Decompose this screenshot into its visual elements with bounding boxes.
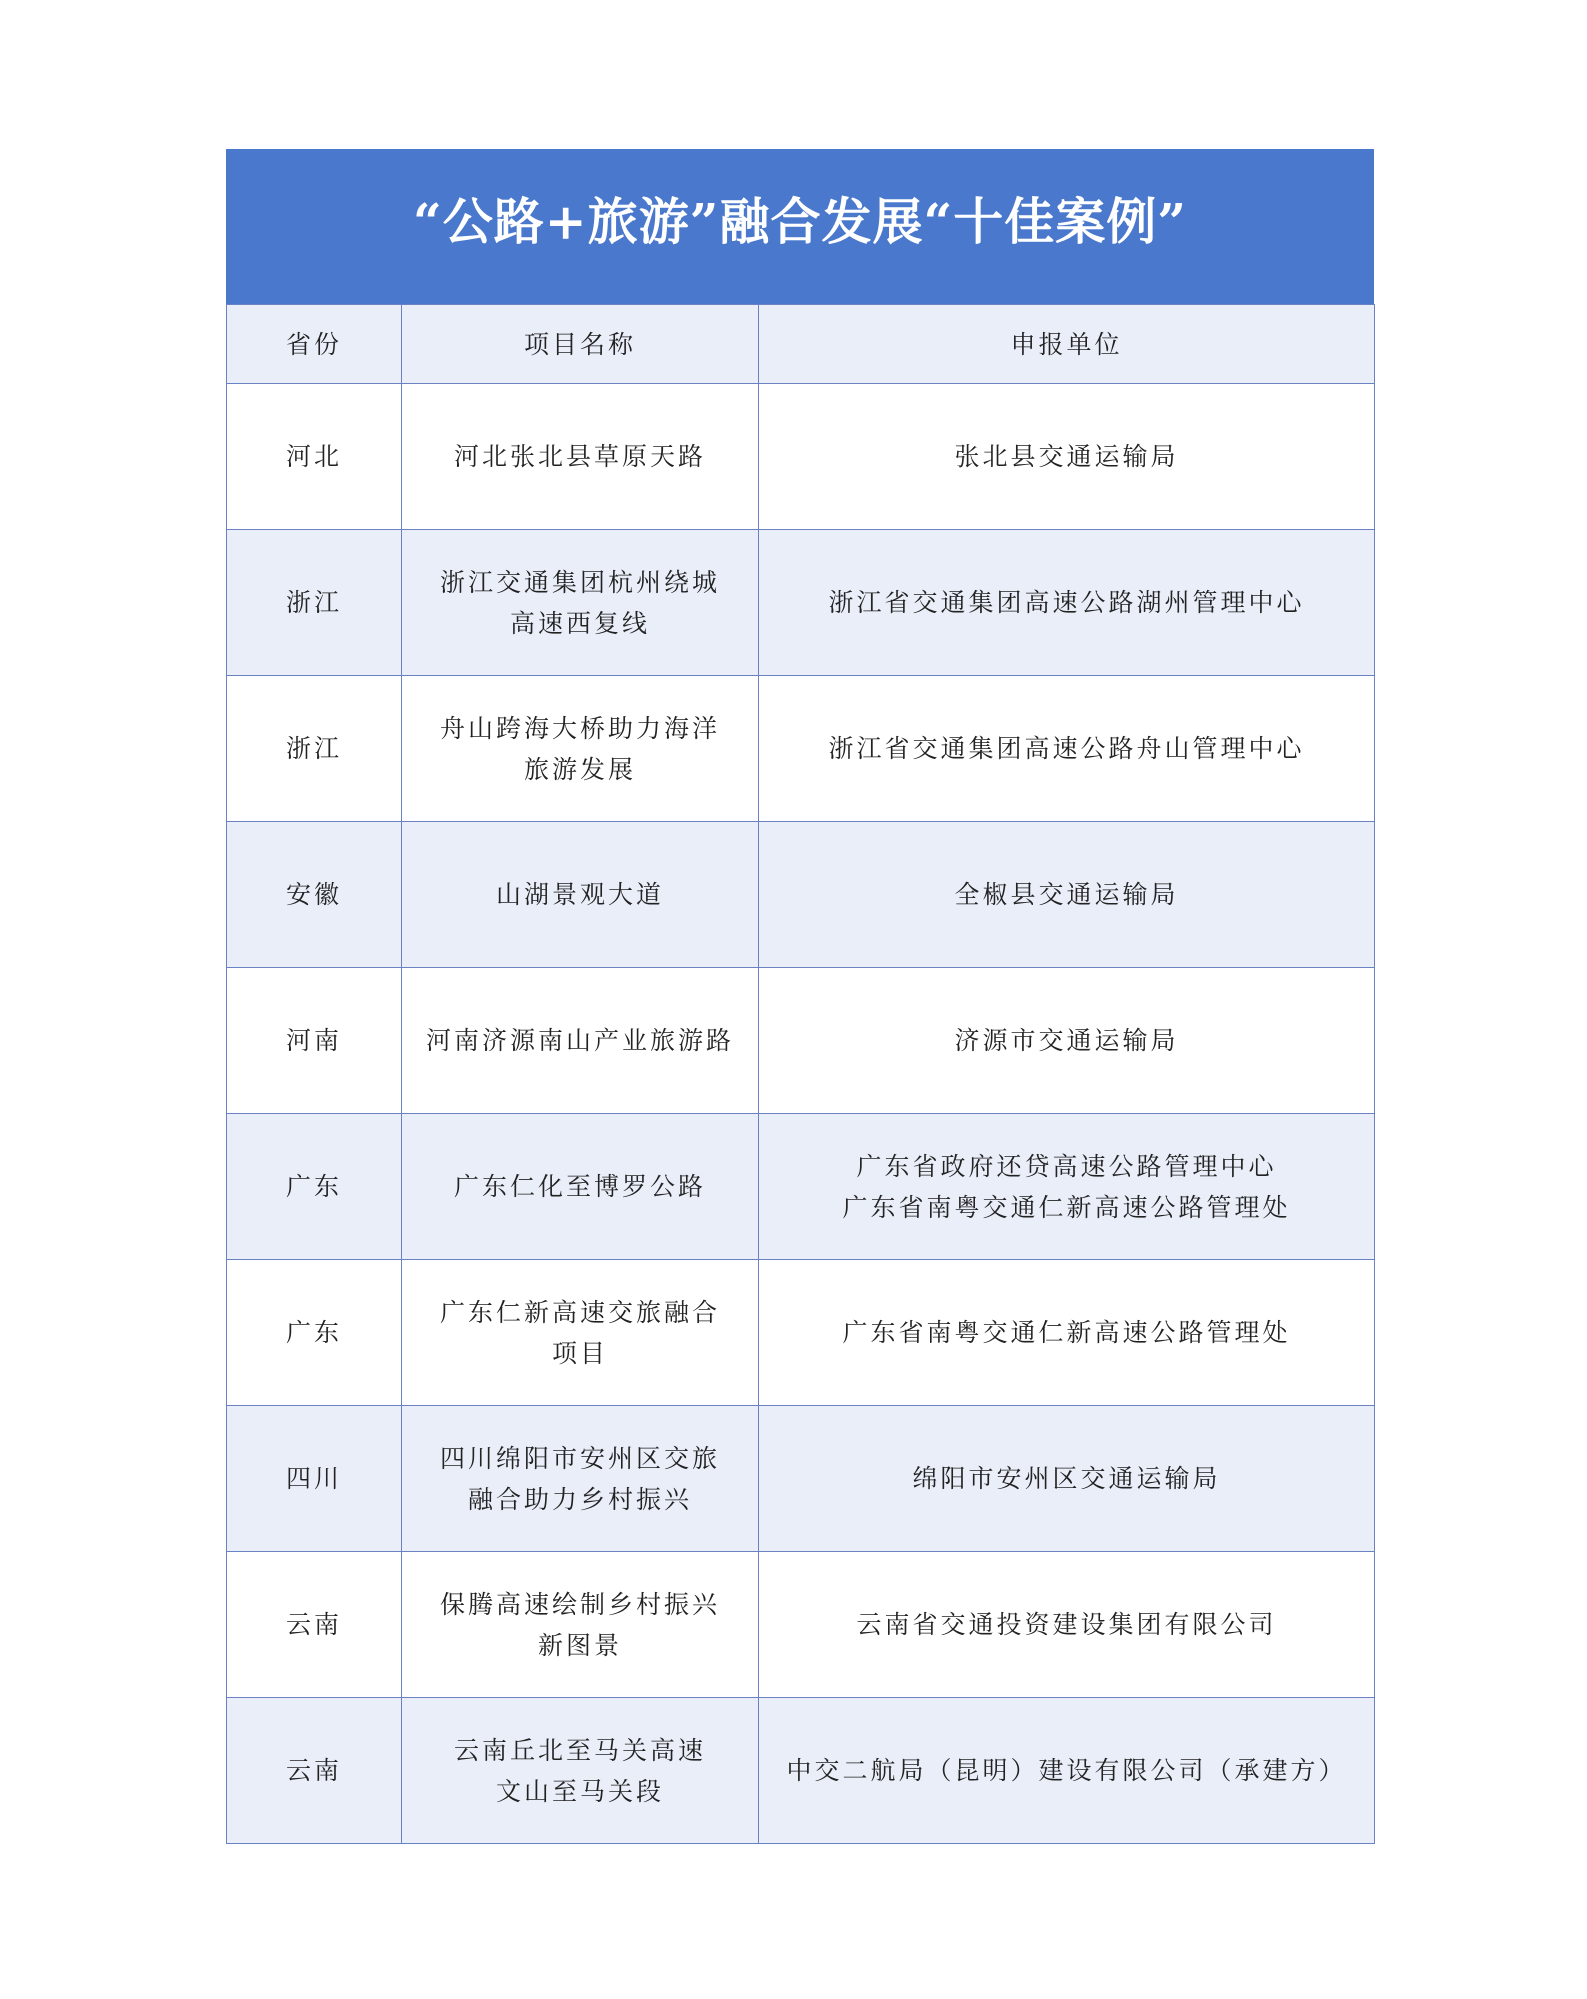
cell-project-name	[402, 822, 759, 968]
cell-province: 云南	[227, 1552, 402, 1698]
table-row	[227, 1260, 1375, 1406]
cell-project-name	[402, 1698, 759, 1844]
cell-line: 济源市交通运输局	[954, 1026, 1179, 1055]
table-row	[227, 968, 1375, 1114]
cell-line: 河北张北县草原天路	[453, 442, 706, 471]
table-row	[227, 822, 1375, 968]
cell-province: 安徽	[227, 822, 402, 968]
cell-applicant-unit	[759, 1552, 1375, 1698]
cases-document	[226, 149, 1374, 1844]
cell-line: 新图景	[537, 1630, 622, 1660]
cell-project-name	[402, 1552, 759, 1698]
cell-line: 绵阳市安州区交通运输局	[912, 1464, 1221, 1493]
table-row	[227, 1552, 1375, 1698]
cell-line: 广东仁新高速交旅融合	[439, 1297, 720, 1327]
cell-project-name	[402, 1406, 759, 1552]
cell-applicant-unit	[759, 1114, 1375, 1260]
cell-line: 张北县交通运输局	[954, 442, 1179, 471]
cell-line: 文山至马关段	[495, 1776, 664, 1806]
cell-line: 浙江交通集团杭州绕城	[439, 567, 720, 597]
header-project-name: 项目名称	[402, 305, 759, 384]
cell-province: 河南	[227, 968, 402, 1114]
cell-line: 云南省交通投资建设集团有限公司	[856, 1610, 1277, 1639]
cell-province: 云南	[227, 1698, 402, 1844]
cell-applicant-unit	[759, 530, 1375, 676]
cell-applicant-unit	[759, 1406, 1375, 1552]
cell-line: 广东仁化至博罗公路	[453, 1172, 706, 1201]
table-row	[227, 1406, 1375, 1552]
cell-line: 项目	[551, 1338, 608, 1368]
cell-province: 浙江	[227, 530, 402, 676]
cell-province: 广东	[227, 1114, 402, 1260]
header-applicant-unit: 申报单位	[759, 305, 1375, 384]
cell-province: 广东	[227, 1260, 402, 1406]
cell-line: 河南济源南山产业旅游路	[425, 1026, 734, 1055]
cell-project-name	[402, 968, 759, 1114]
cell-province: 四川	[227, 1406, 402, 1552]
cell-line: 四川绵阳市安州区交旅	[439, 1443, 720, 1473]
table-row	[227, 1698, 1375, 1844]
cell-line: 浙江省交通集团高速公路湖州管理中心	[828, 588, 1305, 617]
cell-line: 中交二航局（昆明）建设有限公司（承建方）	[786, 1756, 1347, 1785]
cell-project-name	[402, 530, 759, 676]
cell-project-name	[402, 1114, 759, 1260]
cell-line: 高速西复线	[509, 608, 650, 638]
cell-line: 舟山跨海大桥助力海洋	[439, 713, 720, 743]
cell-line: 广东省政府还贷高速公路管理中心	[856, 1151, 1277, 1181]
cell-line: 融合助力乡村振兴	[467, 1484, 692, 1514]
cell-line: 全椒县交通运输局	[954, 880, 1179, 909]
cell-line: 云南丘北至马关高速	[453, 1735, 706, 1765]
table-row	[227, 530, 1375, 676]
cases-table	[226, 304, 1375, 1844]
cell-applicant-unit	[759, 1698, 1375, 1844]
cell-project-name	[402, 676, 759, 822]
cell-project-name	[402, 384, 759, 530]
title-banner	[226, 149, 1374, 304]
cell-province: 浙江	[227, 676, 402, 822]
cell-applicant-unit	[759, 676, 1375, 822]
table-row	[227, 384, 1375, 530]
table-header-row	[227, 305, 1375, 384]
cell-project-name	[402, 1260, 759, 1406]
cell-line: 浙江省交通集团高速公路舟山管理中心	[828, 734, 1305, 763]
cell-line: 广东省南粤交通仁新高速公路管理处	[842, 1192, 1291, 1222]
cell-province: 河北	[227, 384, 402, 530]
cell-applicant-unit	[759, 822, 1375, 968]
header-province: 省份	[227, 305, 402, 384]
cell-line: 广东省南粤交通仁新高速公路管理处	[842, 1318, 1291, 1347]
cell-applicant-unit	[759, 968, 1375, 1114]
table-row	[227, 1114, 1375, 1260]
document-title: “公路+旅游”融合发展“十佳案例”	[413, 191, 1187, 251]
cell-line: 山湖景观大道	[495, 880, 664, 909]
cell-line: 旅游发展	[523, 754, 636, 784]
cell-applicant-unit	[759, 384, 1375, 530]
cell-line: 保腾高速绘制乡村振兴	[439, 1589, 720, 1619]
table-row	[227, 676, 1375, 822]
cell-applicant-unit	[759, 1260, 1375, 1406]
